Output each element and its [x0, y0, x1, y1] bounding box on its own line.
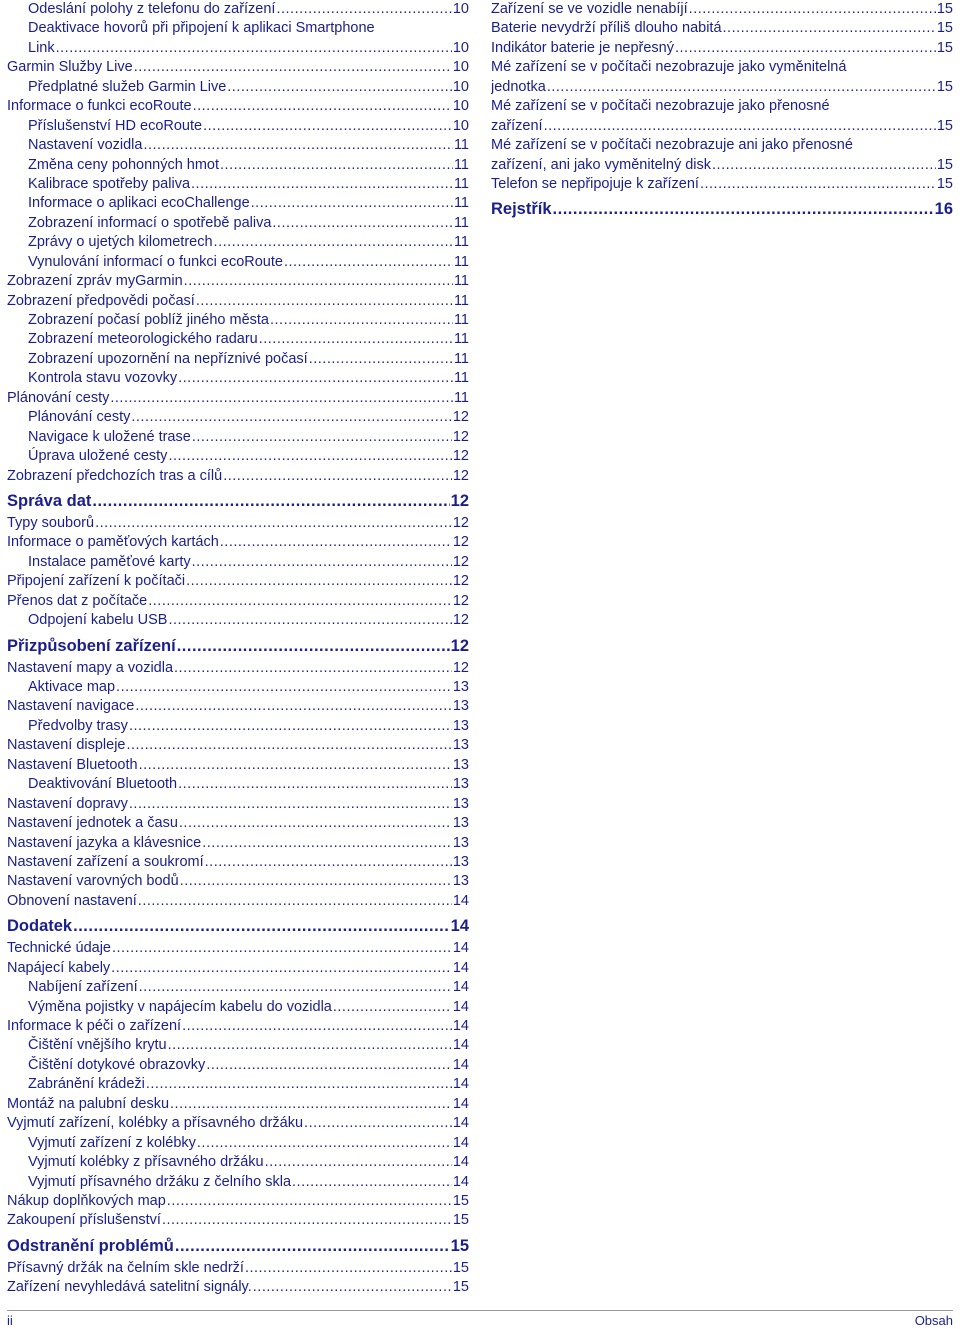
- toc-entry-montaz-na-palubni-desku[interactable]: [7, 1095, 469, 1114]
- toc-leader-dots: [178, 775, 452, 794]
- toc-page-number: 10: [452, 98, 469, 115]
- toc-page-number: 13: [452, 853, 469, 870]
- toc-entry-me-zarizeni-se-v-pocitaci-nezobrazuje-jako-preno[interactable]: [491, 117, 953, 136]
- toc-entry-title: Příslušenství HD ecoRoute: [28, 117, 203, 134]
- toc-page-number: 15: [450, 1236, 469, 1255]
- toc-entry-telefon-se-nepripojuje-k-zarizeni[interactable]: [491, 175, 953, 194]
- toc-entry-kalibrace-spotreby-paliva[interactable]: [7, 175, 469, 194]
- toc-page-number: 11: [453, 331, 469, 348]
- toc-leader-dots: [110, 389, 453, 408]
- toc-page-number: 10: [452, 59, 469, 76]
- toc-entry-title: Kalibrace spotřeby paliva: [28, 175, 191, 192]
- toc-entry-title: Zakoupení příslušenství: [7, 1212, 161, 1229]
- toc-entry-informace-o-pametovych-kartach[interactable]: [7, 533, 469, 552]
- toc-entry-title: Nákup doplňkových map: [7, 1192, 166, 1209]
- toc-entry-zarizeni-se-ve-vozidle-nenabiji[interactable]: [491, 0, 953, 19]
- toc-leader-dots: [167, 1192, 452, 1211]
- toc-entry-zobrazeni-pocasi-pobliz-jineho-mesta[interactable]: [7, 311, 469, 330]
- toc-entry-prenos-dat-z-pocitace[interactable]: [7, 592, 469, 611]
- toc-page-number: 13: [452, 873, 469, 890]
- toc-leader-dots: [175, 1234, 450, 1258]
- toc-entry-title: Baterie nevydrží příliš dlouho nabitá: [491, 20, 722, 37]
- toc-entry-vyjmuti-prisavneho-drzaku-z-celniho-skla[interactable]: [7, 1173, 469, 1192]
- toc-page-number: 15: [936, 20, 953, 37]
- toc-leader-dots: [203, 117, 452, 136]
- toc-entry-nastaveni-varovnych-bodu[interactable]: [7, 872, 469, 891]
- toc-page-number: 11: [453, 350, 469, 367]
- toc-entry-zpravy-o-ujetych-kilometrech[interactable]: [7, 233, 469, 252]
- toc-entry-title: Čištění vnějšího krytu: [28, 1037, 167, 1054]
- toc-page-number: 14: [452, 1056, 469, 1073]
- toc-entry-pripojeni-zarizeni-k-pocitaci[interactable]: [7, 572, 469, 591]
- toc-leader-dots: [168, 611, 451, 630]
- toc-leader-dots: [148, 592, 452, 611]
- toc-leader-dots: [131, 408, 451, 427]
- toc-leader-dots: [92, 489, 449, 513]
- toc-page-number: 11: [453, 175, 469, 192]
- toc-entry-title: Technické údaje: [7, 940, 111, 957]
- toc-entry-title: Změna ceny pohonných hmot: [28, 156, 220, 173]
- toc-leader-dots: [227, 78, 452, 97]
- toc-entry-title: Nastavení zařízení a soukromí: [7, 853, 204, 870]
- toc-page-number: 11: [453, 292, 469, 309]
- toc-page-number: 14: [452, 892, 469, 909]
- toc-entry-nabijeni-zarizeni[interactable]: [7, 978, 469, 997]
- toc-leader-dots: [73, 914, 450, 938]
- toc-leader-dots: [174, 659, 452, 678]
- toc-entry-title: Plánování cesty: [7, 389, 110, 406]
- toc-leader-dots: [276, 0, 451, 19]
- toc-leader-dots: [139, 756, 452, 775]
- toc-entry-title: Zabránění krádeži: [28, 1076, 145, 1093]
- toc-entry-zobrazeni-upozorneni-na-nepriznive-pocasi[interactable]: [7, 350, 469, 369]
- toc-entry-predvolby-trasy[interactable]: [7, 717, 469, 736]
- toc-entry-title: zařízení: [491, 117, 543, 134]
- toc-page-number: 15: [452, 1192, 469, 1209]
- toc-entry-zobrazeni-informaci-o-spotrebe-paliva[interactable]: [7, 214, 469, 233]
- toc-entry-vynulovani-informaci-o-funkci-ecoroute[interactable]: [7, 253, 469, 272]
- toc-entry-deaktivovani-bluetooth[interactable]: [7, 775, 469, 794]
- toc-page-number: 12: [452, 409, 469, 426]
- toc-page-number: 14: [452, 1076, 469, 1093]
- toc-leader-dots: [129, 717, 452, 736]
- toc-page-number: 14: [452, 1018, 469, 1034]
- toc-leader-dots: [177, 634, 450, 658]
- toc-entry-obnoveni-nastaveni[interactable]: [7, 892, 469, 911]
- toc-leader-dots: [723, 19, 936, 38]
- toc-leader-dots: [292, 1173, 452, 1192]
- toc-leader-dots: [138, 892, 452, 911]
- toc-leader-dots: [179, 814, 452, 833]
- toc-entry-title: Přísavný držák na čelním skle nedrží: [7, 1259, 244, 1276]
- toc-page-number: 15: [936, 117, 953, 134]
- toc-entry-title: Zařízení se ve vozidle nenabíjí: [491, 1, 688, 17]
- toc-leader-dots: [689, 0, 936, 19]
- toc-page-number: 11: [453, 234, 469, 251]
- toc-leader-dots: [712, 156, 936, 175]
- toc-page-number: 13: [452, 717, 469, 734]
- toc-leader-dots: [202, 834, 452, 853]
- toc-entry-cisteni-dotykove-obrazovky[interactable]: [7, 1056, 469, 1075]
- toc-page-number: 14: [450, 917, 469, 936]
- toc-section-sprava-dat[interactable]: [7, 489, 469, 513]
- toc-leader-dots: [143, 136, 452, 155]
- toc-entry-title-line: Deaktivace hovorů při připojení k aplikaci Smartphone: [28, 20, 375, 37]
- toc-page-number: 15: [936, 78, 953, 95]
- toc-entry-title: Indikátor baterie je nepřesný: [491, 39, 674, 56]
- toc-entry-title: Nastavení navigace: [7, 698, 135, 715]
- toc-entry-vymena-pojistky-v-napajecim-kabelu-do-vozidla[interactable]: [7, 998, 469, 1017]
- toc-entry-vyjmuti-kolebky-z-prisavneho-drzaku[interactable]: [7, 1153, 469, 1172]
- toc-page-number: 13: [452, 795, 469, 812]
- toc-entry-zobrazeni-meteorologickeho-radaru[interactable]: [7, 330, 469, 349]
- toc-leader-dots: [265, 1153, 452, 1172]
- toc-leader-dots: [553, 197, 934, 221]
- toc-entry-title: Informace k péči o zařízení: [7, 1018, 182, 1034]
- toc-leader-dots: [129, 795, 452, 814]
- toc-page-number: 12: [452, 514, 469, 531]
- toc-entry-title: Zprávy o ujetých kilometrech: [28, 234, 213, 251]
- toc-entry-title: Rejstřík: [491, 200, 552, 219]
- toc-entry-title: Nabíjení zařízení: [28, 979, 138, 996]
- toc-page-number: 12: [452, 612, 469, 629]
- toc-entry-me-zarizeni-se-v-pocitaci-nezobrazuje-jako-vymen[interactable]: [491, 78, 953, 97]
- toc-entry-baterie-nevydrzi-prilis-dlouho-nabita[interactable]: [491, 19, 953, 38]
- toc-leader-dots: [184, 272, 453, 291]
- toc-entry-title: Montáž na palubní desku: [7, 1095, 170, 1112]
- toc-leader-dots: [180, 872, 452, 891]
- toc-entry-planovani-cesty[interactable]: [7, 408, 469, 427]
- toc-entry-title: Nastavení Bluetooth: [7, 756, 138, 773]
- toc-entry-title: Plánování cesty: [28, 409, 131, 426]
- toc-entry-title: Napájecí kabely: [7, 959, 111, 976]
- toc-entry-nastaveni-zarizeni-a-soukromi[interactable]: [7, 853, 469, 872]
- toc-entry-title-line: Mé zařízení se v počítači nezobrazuje jako vyměnitelná: [491, 59, 847, 76]
- toc-leader-dots: [220, 156, 453, 175]
- toc-entry-instalace-pametove-karty[interactable]: [7, 553, 469, 572]
- toc-leader-dots: [245, 1259, 452, 1278]
- toc-leader-dots: [191, 175, 453, 194]
- toc-page-number: 14: [452, 1173, 469, 1190]
- toc-section-rejstrik[interactable]: [491, 197, 953, 221]
- toc-entry-title: Nastavení dopravy: [7, 795, 128, 812]
- toc-page-number: 14: [452, 1037, 469, 1054]
- toc-page-number: 12: [452, 448, 469, 465]
- toc-entry-title: Zobrazení meteorologického radaru: [28, 331, 258, 348]
- toc-page-number: 14: [452, 940, 469, 957]
- toc-page-number: 15: [936, 175, 953, 192]
- toc-page-number: 12: [452, 573, 469, 590]
- toc-entry-title: Informace o aplikaci ecoChallenge: [28, 195, 250, 212]
- toc-entry-nastaveni-vozidla[interactable]: [7, 136, 469, 155]
- toc-entry-kontrola-stavu-vozovky[interactable]: [7, 369, 469, 388]
- toc-page-number: 14: [452, 1154, 469, 1171]
- toc-page-number: 14: [452, 998, 469, 1015]
- toc-entry-nastaveni-jazyka-a-klavesnice[interactable]: [7, 834, 469, 853]
- toc-section-prizpusobeni-zarizeni[interactable]: [7, 634, 469, 658]
- toc-entry-title: Informace o funkci ecoRoute: [7, 98, 192, 115]
- toc-entry-title: Úprava uložené cesty: [28, 448, 168, 465]
- toc-entry-indikator-baterie-je-nepresny[interactable]: [491, 39, 953, 58]
- toc-entry-informace-k-peci-o-zarizeni[interactable]: [7, 1017, 469, 1036]
- toc-leader-dots: [168, 447, 451, 466]
- toc-entry-title: Informace o paměťových kartách: [7, 534, 219, 551]
- toc-entry-garmin-sluzby-live[interactable]: [7, 58, 469, 77]
- toc-entry-nakup-doplnkovych-map[interactable]: [7, 1192, 469, 1211]
- toc-entry-navigace-k-ulozene-trase[interactable]: [7, 428, 469, 447]
- toc-entry-title: Odeslání polohy z telefonu do zařízení: [28, 1, 276, 17]
- toc-leader-dots: [192, 428, 452, 447]
- toc-leader-dots: [284, 253, 453, 272]
- toc-page-number: 11: [453, 137, 469, 154]
- toc-entry-title: Obnovení nastavení: [7, 892, 137, 909]
- toc-entry-title: Aktivace map: [28, 679, 116, 695]
- toc-leader-dots: [197, 1134, 452, 1153]
- toc-entry-title: Zobrazení upozornění na nepříznivé počasí: [28, 350, 308, 367]
- toc-leader-dots: [134, 58, 452, 77]
- toc-page-number: 15: [936, 39, 953, 56]
- toc-entry-title: Připojení zařízení k počítači: [7, 573, 186, 590]
- toc-entry-technicke-udaje[interactable]: [7, 939, 469, 958]
- toc-leader-dots: [220, 533, 452, 552]
- toc-leader-dots: [135, 697, 452, 716]
- toc-entry-uprava-ulozene-cesty[interactable]: [7, 447, 469, 466]
- toc-entry-title: Předplatné služeb Garmin Live: [28, 78, 227, 95]
- toc-entry-nastaveni-displeje[interactable]: [7, 736, 469, 755]
- toc-leader-dots: [56, 39, 452, 58]
- toc-entry-title: Vyjmutí kolébky z přísavného držáku: [28, 1154, 264, 1171]
- toc-entry-aktivace-map[interactable]: [7, 678, 469, 697]
- toc-entry-title: Zobrazení zpráv myGarmin: [7, 273, 183, 290]
- toc-leader-dots: [170, 1095, 452, 1114]
- toc-entry-napajeci-kabely[interactable]: [7, 959, 469, 978]
- toc-page-number: 13: [452, 756, 469, 773]
- toc-entry-title-line: Mé zařízení se v počítači nezobrazuje ani jako přenosné: [491, 137, 853, 154]
- toc-page-number: 11: [453, 273, 469, 290]
- toc-entry-title: Vynulování informací o funkci ecoRoute: [28, 253, 283, 270]
- toc-page-number: 11: [453, 214, 469, 231]
- toc-entry-title: Čištění dotykové obrazovky: [28, 1056, 206, 1073]
- toc-section-dodatek[interactable]: [7, 914, 469, 938]
- toc-page-number: 14: [452, 1115, 469, 1132]
- toc-leader-dots: [162, 1211, 452, 1230]
- toc-entry-nastaveni-bluetooth[interactable]: [7, 756, 469, 775]
- toc-entry-title: Nastavení vozidla: [28, 137, 143, 154]
- toc-page-number: 14: [452, 979, 469, 996]
- toc-page-number: 10: [452, 1, 469, 17]
- toc-entry-title: Nastavení varovných bodů: [7, 873, 179, 890]
- toc-entry-title: Kontrola stavu vozovky: [28, 370, 178, 387]
- toc-page-number: 14: [452, 959, 469, 976]
- toc-entry-vyjmuti-zarizeni-kolebky-a-prisavneho-drzaku[interactable]: [7, 1114, 469, 1133]
- toc-entry-title: Typy souborů: [7, 514, 95, 531]
- toc-entry-title: Zařízení nevyhledává satelitní signály.: [7, 1279, 252, 1296]
- toc-entry-title: Zobrazení předchozích tras a cílů: [7, 467, 223, 484]
- toc-entry-title: Nastavení jednotek a času: [7, 815, 178, 832]
- toc-entry-title: Odpojení kabelu USB: [28, 612, 168, 629]
- toc-entry-me-zarizeni-se-v-pocitaci-nezobrazuje-ani-jako-p[interactable]: [491, 156, 953, 175]
- toc-page-number: 10: [452, 117, 469, 134]
- toc-entry-nastaveni-dopravy[interactable]: [7, 795, 469, 814]
- toc-leader-dots: [253, 1278, 452, 1297]
- toc-page-number: 11: [453, 253, 469, 270]
- toc-entry-title: Odstranění problémů: [7, 1236, 174, 1255]
- toc-leader-dots: [146, 1075, 452, 1094]
- toc-page-number: 12: [452, 592, 469, 609]
- toc-leader-dots: [127, 736, 452, 755]
- toc-page-number: 14: [452, 1095, 469, 1112]
- toc-entry-title: zařízení, ani jako vyměnitelný disk: [491, 156, 712, 173]
- section-name: Obsah: [914, 1313, 953, 1328]
- toc-entry-title: Dodatek: [7, 917, 73, 936]
- toc-leader-dots: [186, 572, 452, 591]
- toc-page-number: 12: [452, 534, 469, 551]
- footer-rule: [7, 1310, 953, 1311]
- toc-right-column: [491, 0, 953, 222]
- toc-page-number: 13: [452, 698, 469, 715]
- toc-page-number: 12: [452, 659, 469, 676]
- toc-page-number: 15: [452, 1279, 469, 1296]
- toc-leader-dots: [251, 194, 453, 213]
- toc-page-number: 14: [452, 1134, 469, 1151]
- toc-page-number: 13: [452, 679, 469, 695]
- toc-entry-typy-souboru[interactable]: [7, 514, 469, 533]
- toc-entry-title: Navigace k uložené trase: [28, 428, 191, 445]
- toc-leader-dots: [116, 678, 452, 697]
- toc-entry-vyjmuti-zarizeni-z-kolebky[interactable]: [7, 1134, 469, 1153]
- toc-leader-dots: [111, 959, 452, 978]
- toc-page-number: 13: [452, 815, 469, 832]
- toc-entry-title: Zobrazení informací o spotřebě paliva: [28, 214, 272, 231]
- toc-leader-dots: [182, 1017, 452, 1036]
- toc-leader-dots: [544, 117, 936, 136]
- toc-entry-zmena-ceny-pohonnych-hmot[interactable]: [7, 156, 469, 175]
- toc-page-number: 11: [453, 389, 469, 406]
- toc-entry-deaktivace-hovoru-pri-pripojeni-k-aplikaci-smart[interactable]: [7, 39, 469, 58]
- toc-page-number: 15: [936, 1, 953, 17]
- toc-leader-dots: [304, 1114, 452, 1133]
- toc-page-number: 12: [452, 467, 469, 484]
- toc-entry-title: Link: [28, 39, 55, 56]
- toc-entry-zarizeni-nevyhledava-satelitni-signaly[interactable]: [7, 1278, 469, 1297]
- toc-leader-dots: [139, 978, 452, 997]
- toc-leader-dots: [223, 467, 452, 486]
- toc-page-number: 15: [936, 156, 953, 173]
- toc-entry-zabraneni-kradezi[interactable]: [7, 1075, 469, 1094]
- toc-page-number: 15: [452, 1212, 469, 1229]
- toc-page-number: 11: [453, 195, 469, 212]
- toc-entry-nastaveni-navigace[interactable]: [7, 697, 469, 716]
- toc-leader-dots: [309, 350, 453, 369]
- toc-page-number: 11: [453, 312, 469, 328]
- toc-entry-title: Zobrazení předpovědi počasí: [7, 292, 195, 309]
- toc-entry-title-line: Mé zařízení se v počítači nezobrazuje jako přenosné: [491, 98, 830, 115]
- toc-entry-title: Správa dat: [7, 491, 92, 510]
- toc-entry-prisavny-drzak-na-celnim-skle-nedrzi[interactable]: [7, 1259, 469, 1278]
- toc-page-number: 16: [934, 200, 953, 219]
- toc-entry-odpojeni-kabelu-usb[interactable]: [7, 611, 469, 630]
- toc-entry-odeslani-polohy-z-telefonu-do-zarizeni[interactable]: [7, 0, 469, 19]
- toc-entry-title: Vyjmutí zařízení z kolébky: [28, 1134, 196, 1151]
- toc-entry-nastaveni-jednotek-a-casu[interactable]: [7, 814, 469, 833]
- page-number: ii: [7, 1313, 13, 1328]
- toc-entry-title: Vyjmutí zařízení, kolébky a přísavného držáku: [7, 1115, 304, 1132]
- toc-entry-informace-o-funkci-ecoroute[interactable]: [7, 97, 469, 116]
- toc-entry-zobrazeni-zprav-mygarmin[interactable]: [7, 272, 469, 291]
- toc-entry-title: Telefon se nepřipojuje k zařízení: [491, 175, 699, 192]
- toc-page-number: 13: [452, 834, 469, 851]
- toc-leader-dots: [205, 853, 452, 872]
- toc-entry-title: Výměna pojistky v napájecím kabelu do vozidla: [28, 998, 332, 1015]
- toc-entry-title: Instalace paměťové karty: [28, 553, 191, 570]
- toc-page-number: 12: [452, 553, 469, 570]
- toc-entry-predplatne-sluzeb-garmin-live[interactable]: [7, 78, 469, 97]
- toc-leader-dots: [112, 939, 452, 958]
- toc-leader-dots: [196, 292, 453, 311]
- toc-page-number: 10: [452, 39, 469, 56]
- toc-leader-dots: [675, 39, 936, 58]
- toc-left-column: [7, 0, 469, 1298]
- toc-entry-nastaveni-mapy-a-vozidla[interactable]: [7, 659, 469, 678]
- toc-entry-prislusenstvi-hd-ecoroute[interactable]: [7, 117, 469, 136]
- toc-leader-dots: [192, 553, 452, 572]
- toc-entry-planovani-cesty[interactable]: [7, 389, 469, 408]
- toc-page-number: 15: [452, 1259, 469, 1276]
- toc-page-number: 12: [450, 491, 469, 510]
- toc-section-odstraneni-problemu[interactable]: [7, 1234, 469, 1258]
- toc-page-number: 13: [452, 776, 469, 793]
- toc-entry-zobrazeni-predpovedi-pocasi[interactable]: [7, 292, 469, 311]
- toc-entry-zakoupeni-prislusenstvi[interactable]: [7, 1211, 469, 1230]
- toc-entry-title: Vyjmutí přísavného držáku z čelního skla: [28, 1173, 292, 1190]
- toc-entry-title: Předvolby trasy: [28, 717, 128, 734]
- toc-entry-title: Nastavení mapy a vozidla: [7, 659, 174, 676]
- toc-leader-dots: [178, 369, 453, 388]
- toc-page-number: 11: [453, 370, 469, 387]
- toc-entry-title: Nastavení displeje: [7, 737, 126, 754]
- toc-leader-dots: [270, 311, 453, 330]
- toc-entry-title: Nastavení jazyka a klávesnice: [7, 834, 202, 851]
- toc-page-number: 11: [453, 156, 469, 173]
- toc-entry-title: Deaktivování Bluetooth: [28, 776, 178, 793]
- toc-leader-dots: [168, 1036, 452, 1055]
- toc-entry-zobrazeni-predchozich-tras-a-cilu[interactable]: [7, 467, 469, 486]
- toc-page-number: 12: [450, 636, 469, 655]
- toc-leader-dots: [700, 175, 936, 194]
- toc-leader-dots: [259, 330, 453, 349]
- toc-entry-cisteni-vnejsiho-krytu[interactable]: [7, 1036, 469, 1055]
- toc-leader-dots: [547, 78, 936, 97]
- toc-leader-dots: [206, 1056, 452, 1075]
- toc-leader-dots: [95, 514, 452, 533]
- toc-entry-informace-o-aplikaci-ecochallenge[interactable]: [7, 194, 469, 213]
- toc-leader-dots: [214, 233, 453, 252]
- toc-entry-title: jednotka: [491, 78, 546, 95]
- toc-page-number: 10: [452, 78, 469, 95]
- toc-entry-title: Garmin Služby Live: [7, 59, 133, 76]
- toc-leader-dots: [333, 998, 452, 1017]
- toc-entry-title: Přizpůsobení zařízení: [7, 636, 176, 655]
- toc-entry-title: Zobrazení počasí poblíž jiného města: [28, 312, 269, 328]
- toc-page-number: 13: [452, 737, 469, 754]
- toc-leader-dots: [272, 214, 453, 233]
- toc-leader-dots: [193, 97, 452, 116]
- toc-entry-title: Přenos dat z počítače: [7, 592, 148, 609]
- toc-page-number: 12: [452, 428, 469, 445]
